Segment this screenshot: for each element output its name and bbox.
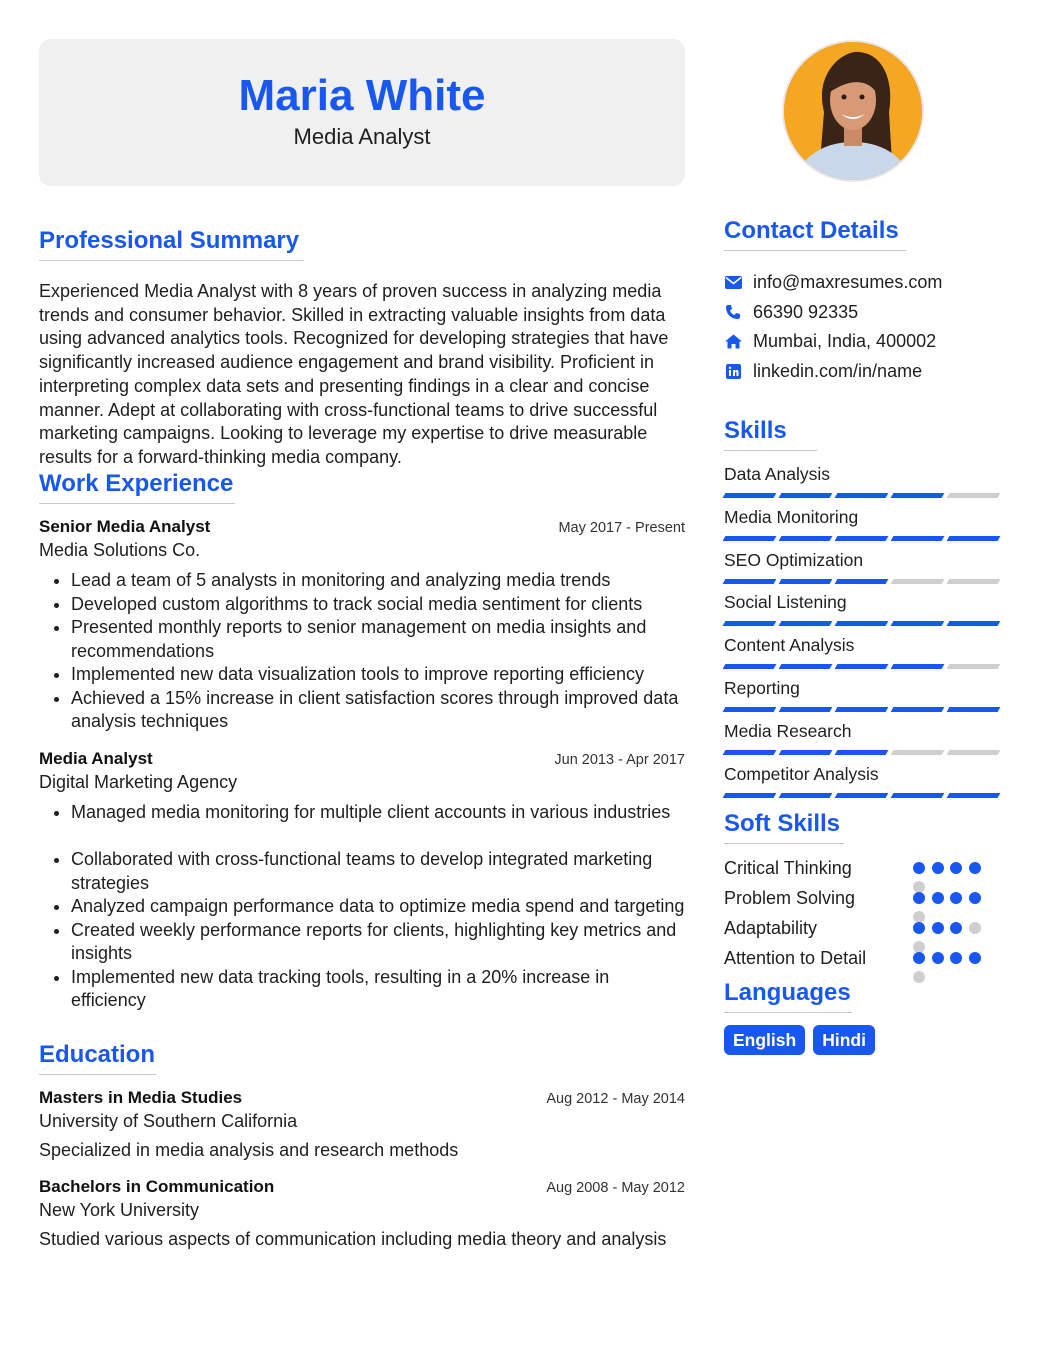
education-school: University of Southern California: [39, 1111, 298, 1131]
skill-level-segment: [723, 707, 777, 712]
rating-dot: [969, 862, 981, 874]
skill-level-segment: [947, 707, 1001, 712]
section-divider: [724, 1012, 852, 1013]
skill-level-segment: [891, 579, 945, 584]
soft-skill-name: Critical Thinking: [724, 858, 852, 878]
skill-name: Social Listening: [724, 592, 847, 613]
skill-name: Content Analysis: [724, 635, 855, 656]
rating-dot: [913, 922, 925, 934]
section-title-experience: [39, 469, 235, 504]
skill-item: [724, 590, 1000, 633]
rating-dot: [913, 971, 925, 983]
soft-skill-name: Adaptability: [724, 918, 818, 938]
section-title-contact: [724, 216, 906, 251]
job-bullet: • Lead a team of 5 analysts in monitoring and analyzing media trends: [71, 569, 685, 593]
job-entry-2: [39, 749, 685, 1013]
job-bullet: • Analyzed campaign performance data to optimize media spend and targeting: [71, 895, 685, 919]
skill-level-segment: [723, 536, 777, 541]
skill-level-segment: [723, 664, 777, 669]
skill-level-segment: [835, 536, 889, 541]
skill-level-segment: [723, 750, 777, 755]
skill-level-segment: [779, 493, 833, 498]
job-bullet: • Implemented new data visualization tools to improve reporting efficiency: [71, 663, 685, 687]
candidate-name: Maria White: [238, 71, 486, 120]
skill-name: Reporting: [724, 677, 800, 698]
contact-phone-text: 66390 92335: [753, 301, 859, 322]
job-entry-1: [39, 517, 685, 734]
phone-icon: [724, 303, 742, 321]
skill-level-segment: [947, 793, 1001, 798]
skill-level-segment: [779, 664, 833, 669]
skill-level-segment: [835, 621, 889, 626]
education-entry-1: [39, 1088, 685, 1161]
section-divider: [724, 450, 817, 451]
skill-level-segment: [891, 750, 945, 755]
section-divider: [39, 503, 235, 504]
skill-level-segment: [835, 707, 889, 712]
rating-dot: [969, 892, 981, 904]
soft-skill-item: [724, 885, 1000, 915]
skill-level-bar: [724, 750, 1000, 755]
section-title-contact-text: Contact Details: [724, 217, 899, 244]
skill-level-segment: [779, 707, 833, 712]
contact-address: [724, 327, 1014, 357]
soft-skill-item: [724, 915, 1000, 945]
skill-name: Media Research: [724, 720, 852, 741]
job-bullet: • Presented monthly reports to senior management on media insights and recommendations: [71, 616, 685, 663]
soft-skill-name: Attention to Detail: [724, 948, 867, 968]
skill-level-segment: [947, 750, 1001, 755]
languages-list: [724, 1025, 875, 1055]
skill-item: [724, 548, 1000, 591]
skill-item: [724, 462, 1000, 505]
section-title-skills: [724, 416, 817, 451]
skill-level-bar: [724, 536, 1000, 541]
skill-level-segment: [891, 621, 945, 626]
skill-level-bar: [724, 621, 1000, 626]
education-description: Specialized in media analysis and research methods: [39, 1140, 459, 1160]
skill-level-bar: [724, 664, 1000, 669]
skill-level-segment: [947, 621, 1001, 626]
skill-level-segment: [779, 621, 833, 626]
rating-dot: [932, 952, 944, 964]
rating-dot: [932, 862, 944, 874]
job-role: Senior Media Analyst: [39, 517, 211, 536]
skill-level-bar: [724, 793, 1000, 798]
skill-item: [724, 633, 1000, 676]
job-bullet: • Managed media monitoring for multiple client accounts in various industries: [71, 801, 685, 825]
candidate-title: Media Analyst: [293, 124, 431, 149]
skill-level-segment: [891, 664, 945, 669]
section-divider: [724, 250, 906, 251]
section-title-languages-text: Languages: [724, 979, 851, 1006]
rating-dot: [969, 922, 981, 934]
section-divider: [39, 260, 304, 261]
soft-skills-list: [724, 855, 1000, 975]
job-bullet: • Developed custom algorithms to track social media sentiment for clients: [71, 593, 685, 617]
contact-list: [724, 268, 1014, 386]
skill-level-segment: [835, 750, 889, 755]
skill-level-segment: [779, 793, 833, 798]
job-bullets: [39, 569, 685, 734]
skill-level-segment: [891, 493, 945, 498]
job-org: Digital Marketing Agency: [39, 772, 238, 792]
contact-linkedin[interactable]: [724, 357, 1014, 387]
skill-name: Competitor Analysis: [724, 763, 879, 784]
skill-item: [724, 762, 1000, 805]
language-tag: Hindi: [813, 1025, 875, 1055]
skill-level-segment: [947, 664, 1001, 669]
job-dates: Jun 2013 - Apr 2017: [554, 752, 685, 768]
education-dates: Aug 2008 - May 2012: [546, 1180, 685, 1196]
rating-dot: [913, 862, 925, 874]
contact-email-text: info@maxresumes.com: [753, 272, 943, 293]
job-bullet: • Achieved a 15% increase in client satisfaction scores through improved data analysis techniques: [71, 687, 685, 734]
rating-dot: [950, 862, 962, 874]
summary-text: Experienced Media Analyst with 8 years of proven success in analyzing media trends and consumer behavior. Skilled in extracting valuable insights from data using advanced analytics tools. Recognized for developing strategies that have significantly increased audience engagement and brand visibility. Proficient in interpreting complex data sets and presenting findings in a clear and concise manner. Adept at collaborating with cross-functional teams to drive successful marketing campaigns. Looking to leverage my expertise to drive measurable results for a forward-thinking media company.: [39, 281, 669, 467]
language-tag: English: [724, 1025, 805, 1055]
soft-skill-name: Problem Solving: [724, 888, 856, 908]
skill-level-segment: [779, 579, 833, 584]
envelope-icon: [724, 274, 742, 292]
soft-skill-item: [724, 945, 1000, 975]
skill-item: [724, 505, 1000, 548]
skill-level-segment: [891, 707, 945, 712]
skill-level-bar: [724, 579, 1000, 584]
education-description: Studied various aspects of communication including media theory and analysis: [39, 1229, 667, 1249]
education-entry-2: [39, 1177, 685, 1250]
education-dates: Aug 2012 - May 2014: [546, 1091, 685, 1107]
rating-dot: [969, 952, 981, 964]
skill-level-segment: [891, 536, 945, 541]
contact-address-text: Mumbai, India, 400002: [753, 331, 937, 352]
section-divider: [724, 843, 844, 844]
linkedin-icon: [724, 363, 742, 381]
skill-level-segment: [723, 493, 777, 498]
skill-level-segment: [947, 493, 1001, 498]
soft-skill-item: [724, 855, 1000, 885]
job-role: Media Analyst: [39, 749, 153, 768]
job-bullet: • Implemented new data tracking tools, resulting in a 20% increase in efficiency: [71, 966, 685, 1013]
rating-dot: [913, 952, 925, 964]
header-box: [39, 39, 685, 186]
skill-item: [724, 719, 1000, 762]
section-title-summary: [39, 226, 304, 261]
skill-level-segment: [947, 536, 1001, 541]
skills-list: [724, 462, 1000, 804]
skill-level-bar: [724, 707, 1000, 712]
job-bullets: [39, 801, 685, 1013]
skill-level-segment: [723, 579, 777, 584]
section-title-education: [39, 1040, 156, 1075]
job-bullet: • Collaborated with cross-functional teams to develop integrated marketing strategies: [71, 848, 685, 895]
skill-level-segment: [835, 664, 889, 669]
education-school: New York University: [39, 1200, 200, 1220]
contact-email[interactable]: [724, 268, 1014, 298]
education-degree: Bachelors in Communication: [39, 1177, 275, 1196]
section-title-summary-text: Professional Summary: [39, 227, 300, 254]
skill-level-segment: [835, 793, 889, 798]
rating-dot: [950, 892, 962, 904]
rating-dot: [932, 922, 944, 934]
contact-phone[interactable]: [724, 298, 1014, 328]
skill-level-segment: [947, 579, 1001, 584]
education-degree: Masters in Media Studies: [39, 1088, 243, 1107]
section-title-education-text: Education: [39, 1041, 156, 1068]
rating-dot: [950, 922, 962, 934]
section-title-skills-text: Skills: [724, 417, 787, 444]
skill-level-segment: [779, 536, 833, 541]
rating-dot: [913, 892, 925, 904]
section-title-soft-skills-text: Soft Skills: [724, 810, 841, 837]
skill-item: [724, 676, 1000, 719]
skill-level-segment: [779, 750, 833, 755]
section-title-languages: [724, 978, 852, 1013]
soft-skill-rating: [913, 952, 993, 992]
home-icon: [724, 333, 742, 351]
skill-level-bar: [724, 493, 1000, 498]
profile-photo: [782, 40, 924, 182]
skill-name: SEO Optimization: [724, 549, 864, 570]
rating-dot: [932, 892, 944, 904]
skill-level-segment: [835, 493, 889, 498]
skill-level-segment: [891, 793, 945, 798]
avatar-illustration: [784, 42, 922, 180]
skill-name: Data Analysis: [724, 464, 831, 484]
contact-linkedin-text: linkedin.com/in/name: [753, 361, 923, 382]
job-org: Media Solutions Co.: [39, 540, 201, 560]
skill-level-segment: [723, 621, 777, 626]
section-divider: [39, 1074, 156, 1075]
job-bullet: • Created weekly performance reports for clients, highlighting key metrics and insights: [71, 919, 685, 966]
skill-name: Media Monitoring: [724, 506, 859, 527]
section-title-experience-text: Work Experience: [39, 470, 234, 497]
rating-dot: [950, 952, 962, 964]
section-title-soft-skills: [724, 809, 844, 844]
job-dates: May 2017 - Present: [558, 520, 685, 536]
skill-level-segment: [723, 793, 777, 798]
skill-level-segment: [835, 579, 889, 584]
